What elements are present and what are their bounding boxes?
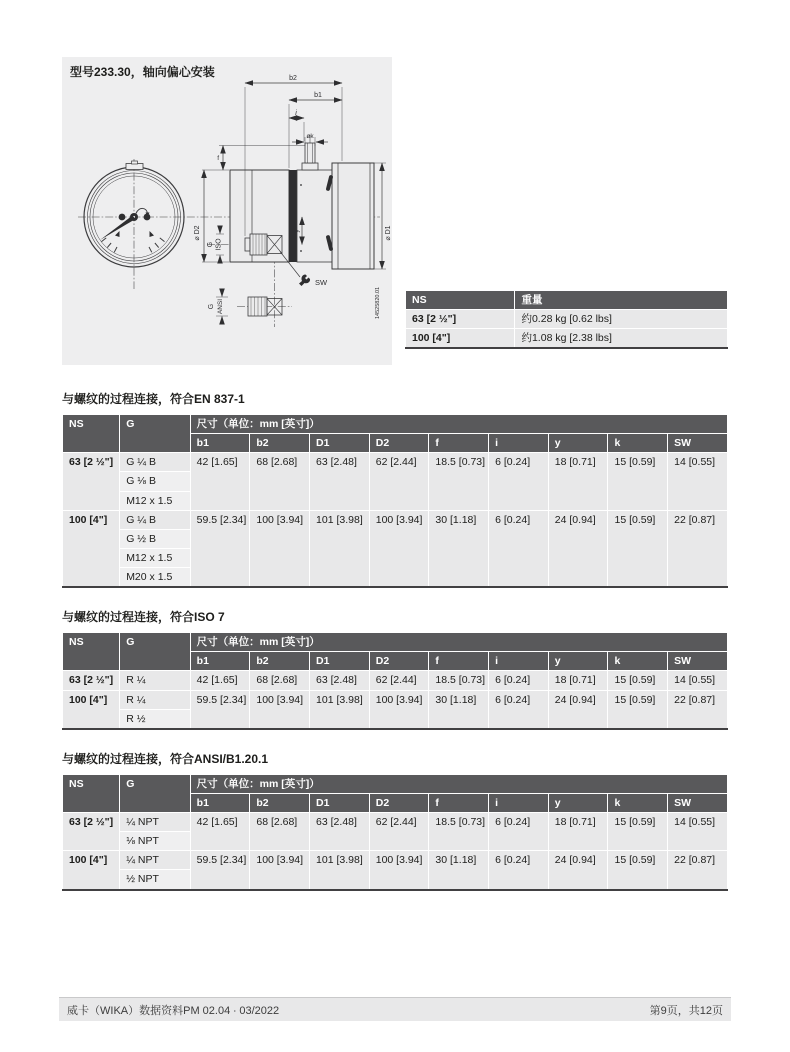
cell-dim: 101 [3.98]: [310, 690, 370, 729]
col-header-ns: NS: [63, 415, 120, 453]
cell-g: G ½ B: [120, 529, 190, 548]
dim-label-i: i: [295, 110, 297, 117]
col-header-b1: b1: [190, 652, 250, 671]
dim-label-sw: SW: [315, 278, 328, 287]
page-footer: [59, 997, 731, 1021]
cell-dim: 59.5 [2.34]: [190, 851, 250, 890]
table-row: [406, 310, 728, 329]
technical-drawing: [62, 57, 392, 365]
drawing-panel: [62, 57, 392, 365]
dim-tables: [62, 390, 728, 911]
cell-dim: 24 [0.94]: [548, 690, 608, 729]
cell-dim: 68 [2.68]: [250, 813, 310, 851]
cell-dim: 42 [1.65]: [190, 453, 250, 510]
weight-col-weight: 重量: [515, 291, 728, 310]
cell-g: M12 x 1.5: [120, 491, 190, 510]
col-header-i: i: [489, 793, 549, 812]
col-header-b2: b2: [250, 434, 310, 453]
footer-document-ref: 威卡（WIKA）数据资料PM 02.04 ∙ 03/2022: [67, 1004, 280, 1017]
cell-g: R ½: [120, 709, 190, 729]
cell-dim: 15 [0.59]: [608, 453, 668, 510]
cell-ns: 63 [2 ½"]: [63, 813, 120, 851]
cell-dim: 6 [0.24]: [489, 510, 549, 587]
cell-ns: 63 [2 ½"]: [406, 310, 515, 329]
col-header-f: f: [429, 652, 489, 671]
col-header-g: G: [120, 633, 190, 671]
cell-dim: 18.5 [0.73]: [429, 671, 489, 690]
weight-col-ns: NS: [406, 291, 515, 310]
dim-label-y: y: [293, 229, 301, 233]
col-header-y: y: [548, 652, 608, 671]
case-back-ring: [289, 170, 297, 262]
cell-dim: 68 [2.68]: [250, 671, 310, 690]
cell-dim: 30 [1.18]: [429, 510, 489, 587]
dim-label-b1: b1: [314, 92, 322, 99]
dim-label-g-iso-g: G: [207, 241, 214, 248]
col-header-b1: b1: [190, 434, 250, 453]
drawing-part-number: 14525820.01: [375, 286, 381, 319]
cell-dim: 100 [3.94]: [250, 690, 310, 729]
cell-ns: 63 [2 ½"]: [63, 671, 120, 690]
cell-dim: 59.5 [2.34]: [190, 510, 250, 587]
cell-dim: 15 [0.59]: [608, 690, 668, 729]
cell-dim: 22 [0.87]: [668, 510, 728, 587]
cell-dim: 68 [2.68]: [250, 453, 310, 510]
table-row: [63, 851, 728, 870]
gauge-top-tab: [126, 164, 143, 170]
col-header-D2: D2: [369, 434, 429, 453]
cell-dim: 30 [1.18]: [429, 851, 489, 890]
middle-ring: [297, 170, 332, 262]
cell-ns: 100 [4"]: [63, 690, 120, 729]
dim-label-k: øk: [306, 133, 314, 140]
cell-dim: 22 [0.87]: [668, 690, 728, 729]
cell-dim: 63 [2.48]: [310, 813, 370, 851]
dim-label-d1: ⌀ D1: [385, 225, 392, 241]
cell-ns: 100 [4"]: [406, 329, 515, 349]
process-connection-section: [62, 750, 728, 891]
cell-g: M20 x 1.5: [120, 568, 190, 588]
cell-dim: 62 [2.44]: [369, 671, 429, 690]
cell-dim: 42 [1.65]: [190, 813, 250, 851]
col-header-y: y: [548, 793, 608, 812]
col-header-SW: SW: [668, 652, 728, 671]
col-header-D2: D2: [369, 652, 429, 671]
cell-g: R ¼: [120, 690, 190, 709]
cell-ns: 100 [4"]: [63, 510, 120, 587]
col-header-k: k: [608, 434, 668, 453]
section-title: 与螺纹的过程连接，符合ISO 7: [62, 610, 225, 625]
process-connection-section: [62, 390, 728, 588]
cell-dim: 6 [0.24]: [489, 671, 549, 690]
cell-weight: 约0.28 kg [0.62 lbs]: [515, 310, 728, 329]
cell-dim: 24 [0.94]: [548, 851, 608, 890]
cell-dim: 18 [0.71]: [548, 813, 608, 851]
cell-dim: 100 [3.94]: [250, 851, 310, 890]
wrench-icon: [299, 275, 310, 287]
cell-dim: 6 [0.24]: [489, 453, 549, 510]
dim-label-f: f: [217, 155, 219, 162]
cell-dim: 6 [0.24]: [489, 690, 549, 729]
col-header-f: f: [429, 793, 489, 812]
table-row: [63, 690, 728, 709]
section-title: 与螺纹的过程连接，符合ANSI/B1.20.1: [62, 751, 269, 766]
cell-dim: 42 [1.65]: [190, 671, 250, 690]
col-header-b1: b1: [190, 793, 250, 812]
cell-dim: 15 [0.59]: [608, 813, 668, 851]
cell-g: ¼ NPT: [120, 851, 190, 870]
cell-dim: 18.5 [0.73]: [429, 453, 489, 510]
col-header-k: k: [608, 793, 668, 812]
cell-dim: 100 [3.94]: [369, 851, 429, 890]
col-header-g: G: [120, 774, 190, 812]
table-row: [63, 813, 728, 832]
cell-dim: 101 [3.98]: [310, 851, 370, 890]
footer-page-number: 第9页，共12页: [649, 1004, 723, 1017]
cell-dim: 18 [0.71]: [548, 453, 608, 510]
cell-dim: 14 [0.55]: [668, 813, 728, 851]
cell-ns: 100 [4"]: [63, 851, 120, 890]
col-header-SW: SW: [668, 793, 728, 812]
cell-dim: 62 [2.44]: [369, 813, 429, 851]
cell-weight: 约1.08 kg [2.38 lbs]: [515, 329, 728, 349]
cell-g: R ¼: [120, 671, 190, 690]
cell-dim: 14 [0.55]: [668, 671, 728, 690]
cell-dim: 18.5 [0.73]: [429, 813, 489, 851]
col-header-D1: D1: [310, 434, 370, 453]
process-connection-section: [62, 608, 728, 730]
cell-g: ⅛ NPT: [120, 832, 190, 851]
cell-dim: 59.5 [2.34]: [190, 690, 250, 729]
cell-dim: 100 [3.94]: [369, 690, 429, 729]
table-row: [63, 453, 728, 472]
cell-dim: 100 [3.94]: [369, 510, 429, 587]
table-row: [406, 329, 728, 349]
col-header-f: f: [429, 434, 489, 453]
cell-dim: 14 [0.55]: [668, 453, 728, 510]
cell-dim: 6 [0.24]: [489, 813, 549, 851]
col-header-y: y: [548, 434, 608, 453]
col-header-g: G: [120, 415, 190, 453]
dim-label-g-ansi: ANSI: [217, 298, 224, 315]
col-header-ns: NS: [63, 774, 120, 812]
col-header-ns: NS: [63, 633, 120, 671]
connection-ansi: [248, 297, 282, 316]
dimension-table: [62, 414, 728, 588]
col-header-D2: D2: [369, 793, 429, 812]
cell-dim: 100 [3.94]: [250, 510, 310, 587]
gauge-scale-ticks: [102, 238, 165, 252]
table-row: [63, 671, 728, 690]
col-header-dimensions: 尺寸（单位：mm [英寸]）: [190, 774, 727, 793]
cell-dim: 15 [0.59]: [608, 851, 668, 890]
weight-table: [405, 290, 728, 349]
dim-label-g-iso: ISO: [215, 238, 223, 251]
blowout-stem: [305, 143, 315, 163]
table-row: [63, 510, 728, 529]
dimension-table: [62, 632, 728, 730]
drawing-title: 型号233.30，轴向偏心安装: [70, 65, 215, 79]
cell-g: M12 x 1.5: [120, 548, 190, 567]
col-header-b2: b2: [250, 793, 310, 812]
cell-ns: 63 [2 ½"]: [63, 453, 120, 510]
cell-dim: 22 [0.87]: [668, 851, 728, 890]
cell-g: ½ NPT: [120, 870, 190, 890]
col-header-k: k: [608, 652, 668, 671]
cell-dim: 6 [0.24]: [489, 851, 549, 890]
dimension-table: [62, 774, 728, 891]
col-header-D1: D1: [310, 793, 370, 812]
cell-dim: 101 [3.98]: [310, 510, 370, 587]
cell-dim: 18 [0.71]: [548, 671, 608, 690]
weight-table-wrap: [405, 290, 728, 349]
col-header-dimensions: 尺寸（单位：mm [英寸]）: [190, 415, 727, 434]
cell-g: ¼ NPT: [120, 813, 190, 832]
cell-dim: 15 [0.59]: [608, 510, 668, 587]
dim-label-g-ansi-g: G: [208, 303, 215, 310]
cell-g: G ¼ B: [120, 453, 190, 472]
dim-label-b2: b2: [289, 75, 297, 82]
dim-label-d2: ⌀ D2: [194, 225, 201, 241]
cell-dim: 63 [2.48]: [310, 453, 370, 510]
cell-dim: 62 [2.44]: [369, 453, 429, 510]
col-header-i: i: [489, 652, 549, 671]
cell-dim: 24 [0.94]: [548, 510, 608, 587]
cell-dim: 30 [1.18]: [429, 690, 489, 729]
cell-dim: 15 [0.59]: [608, 671, 668, 690]
col-header-b2: b2: [250, 652, 310, 671]
col-header-dimensions: 尺寸（单位：mm [英寸]）: [190, 633, 727, 652]
col-header-i: i: [489, 434, 549, 453]
col-header-SW: SW: [668, 434, 728, 453]
col-header-D1: D1: [310, 652, 370, 671]
cell-g: G ⅛ B: [120, 472, 190, 491]
cell-g: G ¼ B: [120, 510, 190, 529]
cell-dim: 63 [2.48]: [310, 671, 370, 690]
section-title: 与螺纹的过程连接，符合EN 837-1: [62, 392, 245, 406]
